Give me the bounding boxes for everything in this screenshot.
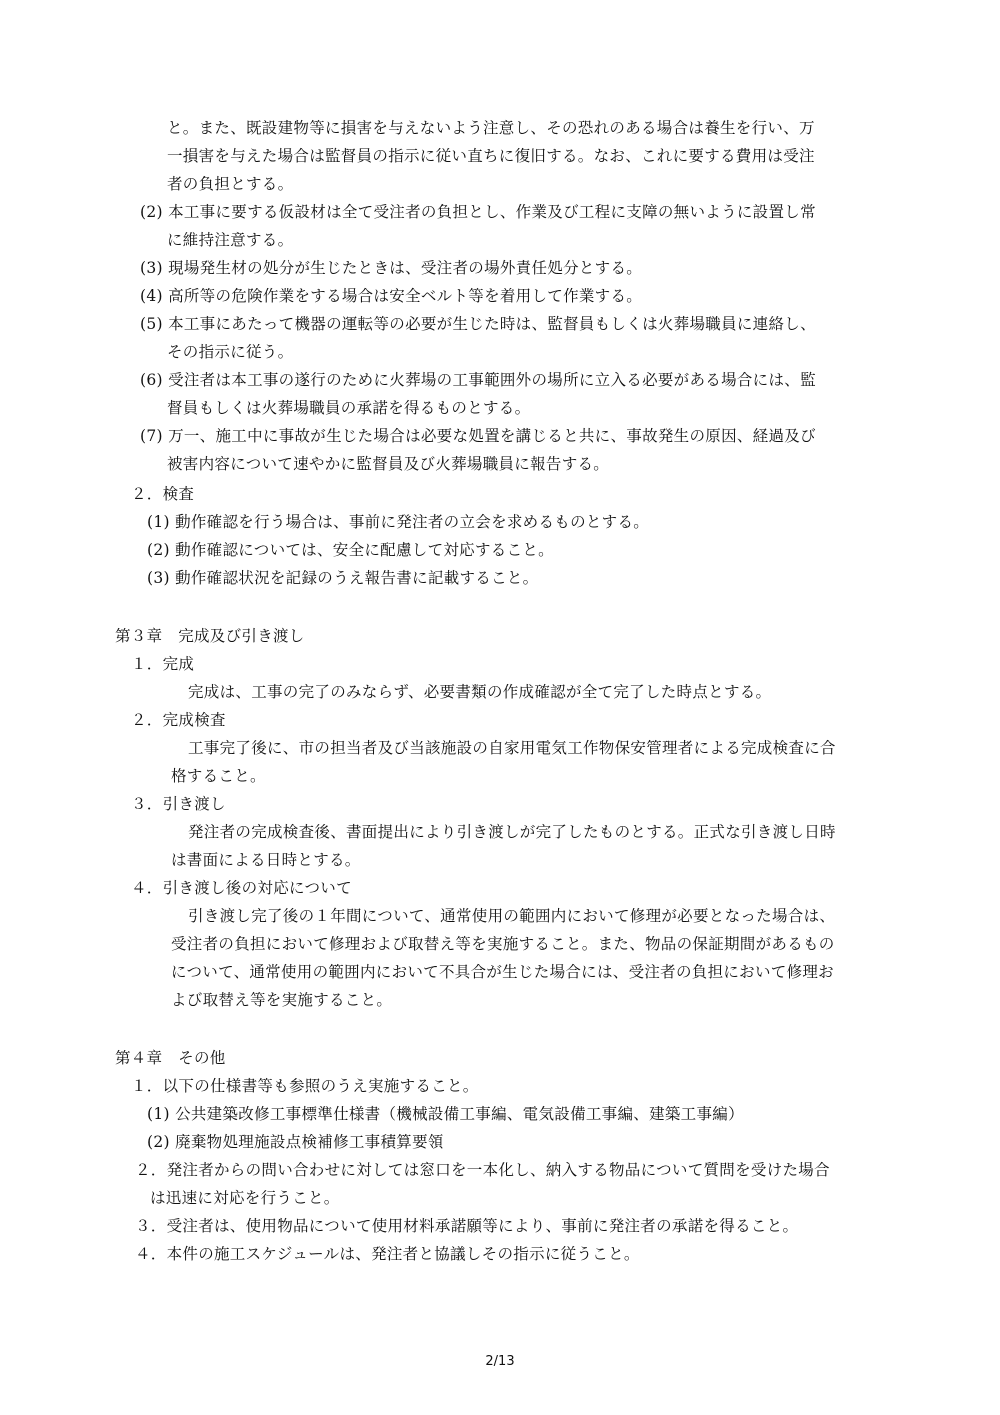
text-line: と。また、既設建物等に損害を与えないよう注意し、その恐れのある場合は養生を行い、万 bbox=[167, 119, 815, 137]
section-heading: １．完成 bbox=[131, 655, 195, 673]
text-line: よび取替え等を実施すること。 bbox=[171, 991, 393, 1009]
text-line: 工事完了後に、市の担当者及び当該施設の自家用電気工作物保安管理者による完成検査に合 bbox=[188, 739, 836, 757]
list-item: (4) 高所等の危険作業をする場合は安全ベルト等を着用して作業する。 bbox=[140, 287, 643, 305]
text-line: は書面による日時とする。 bbox=[171, 851, 361, 869]
section-heading: ２．検査 bbox=[131, 485, 195, 503]
section-heading: ４．引き渡し後の対応について bbox=[131, 879, 352, 897]
list-item: ２．発注者からの問い合わせに対しては窓口を一本化し、納入する物品について質問を受けた場合 bbox=[135, 1161, 830, 1179]
text-line: 一損害を与えた場合は監督員の指示に従い直ちに復旧する。なお、これに要する費用は受注 bbox=[167, 147, 815, 165]
text-line: について、通常使用の範囲内において不具合が生じた場合には、受注者の負担において修理お bbox=[171, 963, 834, 981]
text-line: 受注者の負担において修理および取替え等を実施すること。また、物品の保証期間があるもの bbox=[171, 935, 835, 953]
list-item: (6) 受注者は本工事の遂行のために火葬場の工事範囲外の場所に立入る必要がある場合には、監 bbox=[140, 371, 816, 389]
text-line: 者の負担とする。 bbox=[167, 175, 294, 193]
text-line: 発注者の完成検査後、書面提出により引き渡しが完了したものとする。正式な引き渡し日時 bbox=[188, 823, 836, 841]
list-item: (2) 本工事に要する仮設材は全て受注者の負担とし、作業及び工程に支障の無いように設置し常 bbox=[140, 203, 816, 221]
list-item: (7) 万一、施工中に事故が生じた場合は必要な処置を講じると共に、事故発生の原因、経過及び bbox=[140, 427, 816, 445]
text-line: その指示に従う。 bbox=[167, 343, 294, 361]
text-line: 被害内容について速やかに監督員及び火葬場職員に報告する。 bbox=[167, 455, 610, 473]
section-heading: １．以下の仕様書等も参照のうえ実施すること。 bbox=[131, 1077, 479, 1095]
list-item: (2) 廃棄物処理施設点検補修工事積算要領 bbox=[147, 1133, 444, 1151]
list-item: (2) 動作確認については、安全に配慮して対応すること。 bbox=[147, 541, 554, 559]
chapter-heading: 第３章 完成及び引き渡し bbox=[115, 627, 305, 645]
list-item: (3) 現場発生材の処分が生じたときは、受注者の場外責任処分とする。 bbox=[140, 259, 643, 277]
list-item: (3) 動作確認状況を記録のうえ報告書に記載すること。 bbox=[147, 569, 539, 587]
section-heading: ２．完成検査 bbox=[131, 711, 226, 729]
page-number: 2/13 bbox=[485, 1354, 515, 1369]
text-line: 格すること。 bbox=[171, 767, 266, 785]
list-item: (1) 動作確認を行う場合は、事前に発注者の立会を求めるものとする。 bbox=[147, 513, 650, 531]
list-item: (5) 本工事にあたって機器の運転等の必要が生じた時は、監督員もしくは火葬場職員に連絡し、 bbox=[140, 315, 816, 333]
chapter-heading: 第４章 その他 bbox=[115, 1049, 226, 1067]
section-heading: ３．引き渡し bbox=[131, 795, 226, 813]
list-item: (1) 公共建築改修工事標準仕様書（機械設備工事編、電気設備工事編、建築工事編） bbox=[147, 1105, 744, 1123]
list-item: ３．受注者は、使用物品について使用材料承諾願等により、事前に発注者の承諾を得ること。 bbox=[135, 1217, 799, 1235]
text-line: に維持注意する。 bbox=[167, 231, 294, 249]
text-line: 督員もしくは火葬場職員の承諾を得るものとする。 bbox=[167, 399, 531, 417]
text-line: 完成は、工事の完了のみならず、必要書類の作成確認が全て完了した時点とする。 bbox=[188, 683, 772, 701]
text-line: 引き渡し完了後の１年間について、通常使用の範囲内において修理が必要となった場合は、 bbox=[188, 907, 836, 925]
text-line: は迅速に対応を行うこと。 bbox=[150, 1189, 340, 1207]
list-item: ４．本件の施工スケジュールは、発注者と協議しその指示に従うこと。 bbox=[135, 1245, 640, 1263]
